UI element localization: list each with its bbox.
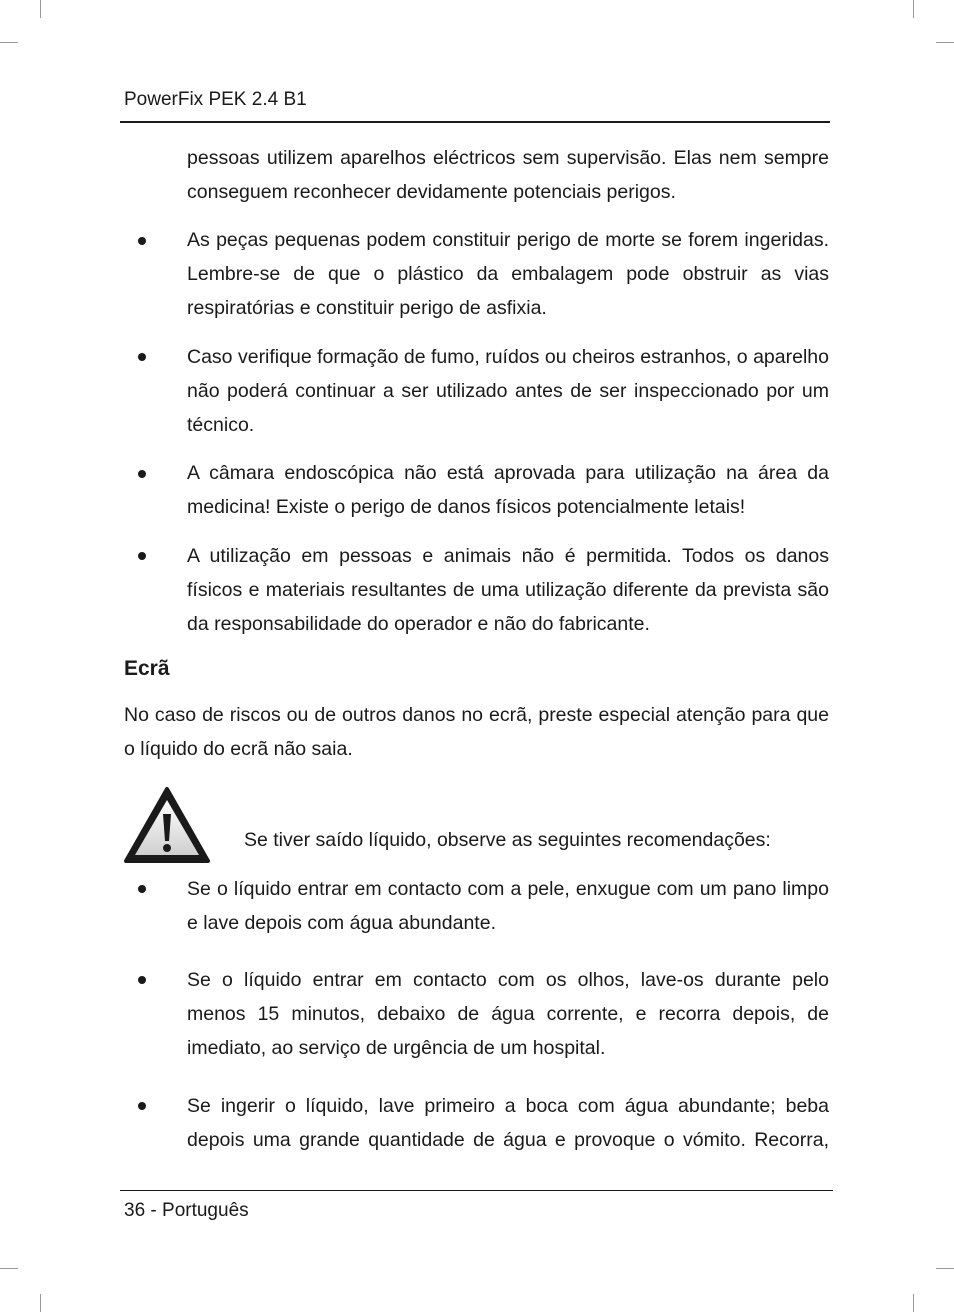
bullet-dot — [138, 976, 146, 984]
safety-bullet-1: As peças pequenas podem constituir perigo de morte se forem ingeridas. Lembre-se de que o plástico da embalagem pode obstruir as vias respiratórias e constituir perigo de asfixia. — [187, 229, 829, 319]
header-rule — [120, 121, 830, 123]
screen-bullet-2: Se o líquido entrar em contacto com os olhos, lave-os durante pelo menos 15 minutos, debaixo de água corrente, e recorra depois, de imediato, ao serviço de urgência de um hospital. — [187, 969, 829, 1059]
crop-mark — [913, 0, 914, 18]
bullet-dot — [138, 353, 146, 361]
crop-mark — [0, 1268, 18, 1269]
crop-mark — [913, 1294, 914, 1312]
crop-mark — [40, 1294, 41, 1312]
safety-bullet-4: A utilização em pessoas e animais não é permitida. Todos os danos físicos e materiais resultantes de uma utilização diferente da prevista são da responsabilidade do operador e não do fabricante. — [187, 545, 829, 635]
crop-mark — [936, 1268, 954, 1269]
bullet-dot — [138, 470, 146, 478]
safety-bullet-2: Caso verifique formação de fumo, ruídos ou cheiros estranhos, o aparelho não poderá continuar a ser utilizado antes de ser inspeccionado por um técnico. — [187, 346, 829, 436]
bullet-dot — [138, 237, 146, 245]
page-footer: 36 - Português — [124, 1200, 249, 1221]
safety-bullet-3: A câmara endoscópica não está aprovada para utilização na área da medicina! Existe o perigo de danos físicos potencialmente letais! — [187, 462, 829, 518]
crop-mark — [0, 42, 18, 43]
crop-mark — [936, 42, 954, 43]
intro-continuation: pessoas utilizem aparelhos eléctricos sem supervisão. Elas nem sempre conseguem reconhecer devidamente potenciais perigos. — [187, 147, 829, 203]
footer-rule — [120, 1190, 833, 1191]
bullet-dot — [138, 1102, 146, 1110]
bullet-dot — [138, 885, 146, 893]
screen-bullet-1: Se o líquido entrar em contacto com a pele, enxugue com um pano limpo e lave depois com água abundante. — [187, 878, 829, 934]
section-heading: Ecrã — [124, 657, 170, 680]
warning-text: Se tiver saído líquido, observe as seguintes recomendações: — [244, 829, 771, 851]
bullet-dot — [138, 552, 146, 560]
crop-mark — [40, 0, 41, 18]
warning-triangle-icon — [123, 786, 211, 864]
section-paragraph: No caso de riscos ou de outros danos no ecrã, preste especial atenção para que o líquido do ecrã não saia. — [124, 704, 829, 760]
page-header: PowerFix PEK 2.4 B1 — [124, 89, 307, 110]
screen-bullet-3: Se ingerir o líquido, lave primeiro a boca com água abundante; beba depois uma grande quantidade de água e provoque o vómito. Recorra, — [187, 1095, 829, 1151]
